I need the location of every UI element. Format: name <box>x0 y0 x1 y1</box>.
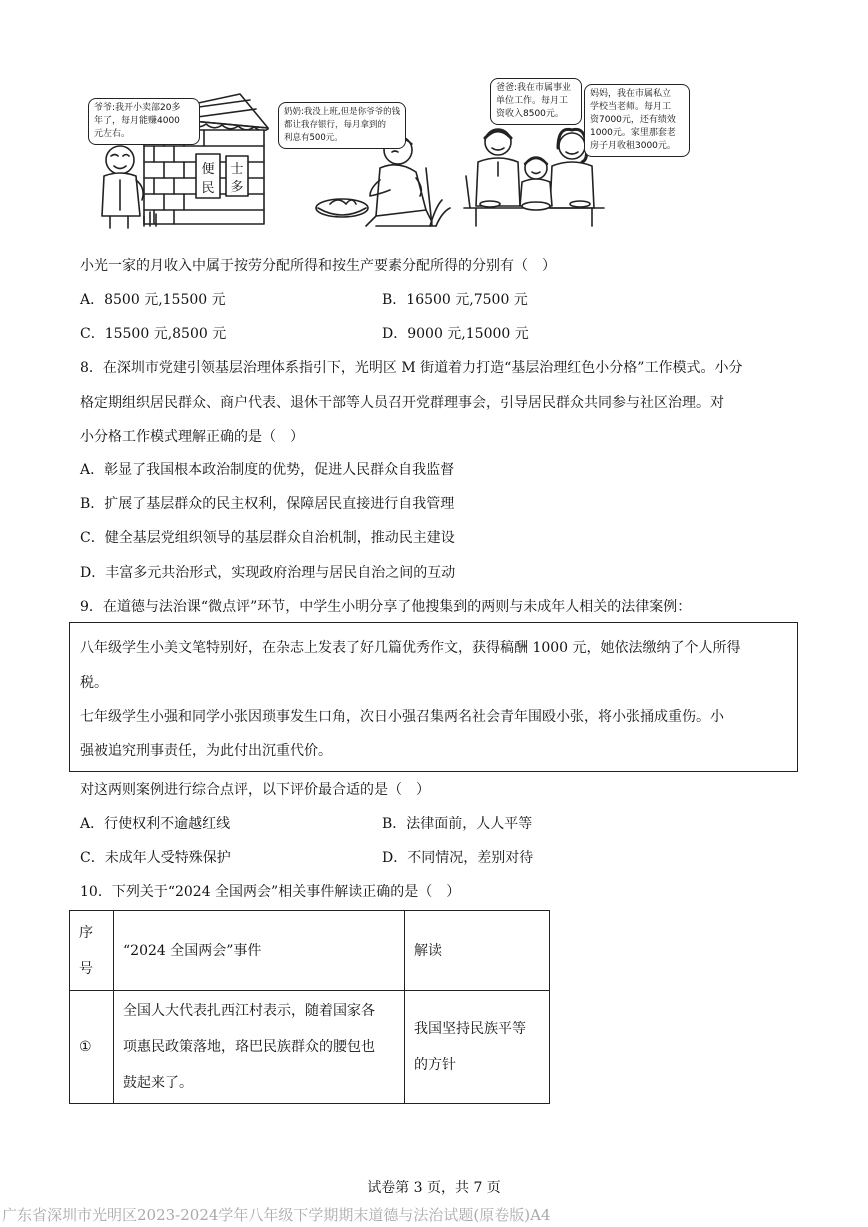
sign-char: 士 <box>230 162 244 177</box>
q9-question: 对这两则案例进行综合点评，以下评价最合适的是（ ） <box>80 782 430 798</box>
bubble-line: 1000元。家里那套老 <box>590 128 676 138</box>
q10-stem: 10．下列关于“2024 全国两会”相关事件解读正确的是（ ） <box>80 884 461 900</box>
q7-option-d: D．9000 元,15000 元 <box>382 326 529 342</box>
q9-stem: 9．在道德与法治课“微点评”环节，中学生小明分享了他搜集到的两则与未成年人相关的法律案例： <box>80 599 692 615</box>
q7-stem: 小光一家的月收入中属于按劳分配所得和按生产要素分配所得的分别有（ ） <box>80 258 556 274</box>
q9-case-line: 税。 <box>80 675 108 691</box>
bubble-line: 年了，每月能赚4000 <box>94 116 180 126</box>
header-cell-event <box>114 911 405 991</box>
q8-option-b: B．扩展了基层群众的民主权利，保障居民直接进行自我管理 <box>80 496 455 512</box>
q9-case-line: 八年级学生小美文笔特别好，在杂志上发表了好几篇优秀作文，获得稿酬 1000 元，她依法缴纳了个人所得 <box>80 640 741 656</box>
event-line: 全国人大代表扎西江村表示，随着国家各 <box>123 1003 375 1019</box>
bubble-line: 元左右。 <box>94 129 131 139</box>
row-number: ① <box>79 1039 92 1055</box>
header-text: “2024 全国两会”事件 <box>123 942 262 959</box>
bubble-line: 爸爸:我在市属事业 <box>496 83 572 93</box>
q9-case-line: 强被追究刑事责任，为此付出沉重代价。 <box>80 743 332 759</box>
q9-option-c: C．未成年人受特殊保护 <box>80 850 231 866</box>
speech-bubble-grandpa <box>88 98 200 145</box>
watermark-text: 广东省深圳市光明区2023-2024学年八年级下学期期末道德与法治试题(原卷版)A4 <box>2 1206 551 1224</box>
speech-bubble-grandma <box>278 102 406 149</box>
q10-table <box>69 910 550 1104</box>
q8-option-a: A．彰显了我国根本政治制度的优势，促进人民群众自我监督 <box>80 462 455 478</box>
event-line: 项惠民政策落地，珞巴民族群众的腰包也 <box>123 1039 375 1055</box>
header-text: 号 <box>79 960 93 977</box>
bubble-line: 奶奶:我没上班,但是你爷爷的钱 <box>284 107 401 117</box>
bubble-line: 妈妈，我在市属私立 <box>590 89 672 99</box>
bubble-line: 资收入8500元。 <box>496 109 564 119</box>
q7-option-c: C．15500 元,8500 元 <box>80 326 227 342</box>
bubble-line: 房子月收租3000元。 <box>590 141 676 151</box>
sign-char: 多 <box>230 180 244 195</box>
row-number-cell <box>70 991 114 1104</box>
interpretation-line: 我国坚持民族平等 <box>414 1021 526 1037</box>
speech-bubble-mom <box>584 84 690 157</box>
q7-option-b: B．16500 元,7500 元 <box>382 292 528 308</box>
sign-char: 便 <box>201 162 215 177</box>
q7-option-a: A．8500 元,15500 元 <box>80 292 226 308</box>
q8-stem-line: 8．在深圳市党建引领基层治理体系指引下，光明区 M 街道着力打造“基层治理红色小分格”工作模式。小分 <box>80 360 743 376</box>
table-row <box>70 991 550 1104</box>
q9-option-b: B．法律面前，人人平等 <box>382 816 533 832</box>
q9-case-line: 七年级学生小强和同学小张因琐事发生口角，次日小强召集两名社会青年围殴小张，将小张捅成重伤。小 <box>80 709 724 725</box>
bubble-line: 单位工作。每月工 <box>496 96 569 106</box>
row-event-cell <box>114 991 405 1104</box>
q8-option-d: D．丰富多元共治形式，实现政府治理与居民自治之间的互动 <box>80 565 456 581</box>
bubble-line: 利息有500元。 <box>284 133 343 143</box>
q9-option-a: A．行使权利不逾越红线 <box>80 816 231 832</box>
table-header-row <box>70 911 550 991</box>
speech-bubble-dad <box>490 78 582 125</box>
header-text: 序 <box>79 924 93 941</box>
q9-case-box <box>69 622 798 772</box>
q9-option-d: D．不同情况，差别对待 <box>382 850 534 866</box>
q8-option-c: C．健全基层党组织领导的基层群众自治机制，推动民主建设 <box>80 530 455 546</box>
header-text: 解读 <box>414 942 442 959</box>
sign-char: 民 <box>201 181 215 196</box>
comic-illustration <box>80 76 700 238</box>
bubble-line: 资7000元，还有绩效 <box>590 115 676 125</box>
family-drawing <box>464 129 604 226</box>
q8-stem-line: 格定期组织居民群众、商户代表、退休干部等人员召开党群理事会，引导居民群众共同参与社区治理。对 <box>80 395 724 411</box>
event-line: 鼓起来了。 <box>123 1075 193 1091</box>
bubble-line: 爷爷:我开小卖部20多 <box>94 103 181 113</box>
bubble-line: 都让我存银行，每月拿到的 <box>284 120 387 130</box>
grandma-knitting-drawing <box>316 136 450 226</box>
interpretation-line: 的方针 <box>414 1057 456 1073</box>
bubble-line: 学校当老师。每月工 <box>590 102 672 112</box>
row-interpretation-cell <box>405 991 550 1104</box>
header-cell-number <box>70 911 114 991</box>
header-cell-interpretation <box>405 911 550 991</box>
page-footer: 试卷第 3 页，共 7 页 <box>367 1180 501 1196</box>
q8-stem-line: 小分格工作模式理解正确的是（ ） <box>80 429 304 445</box>
